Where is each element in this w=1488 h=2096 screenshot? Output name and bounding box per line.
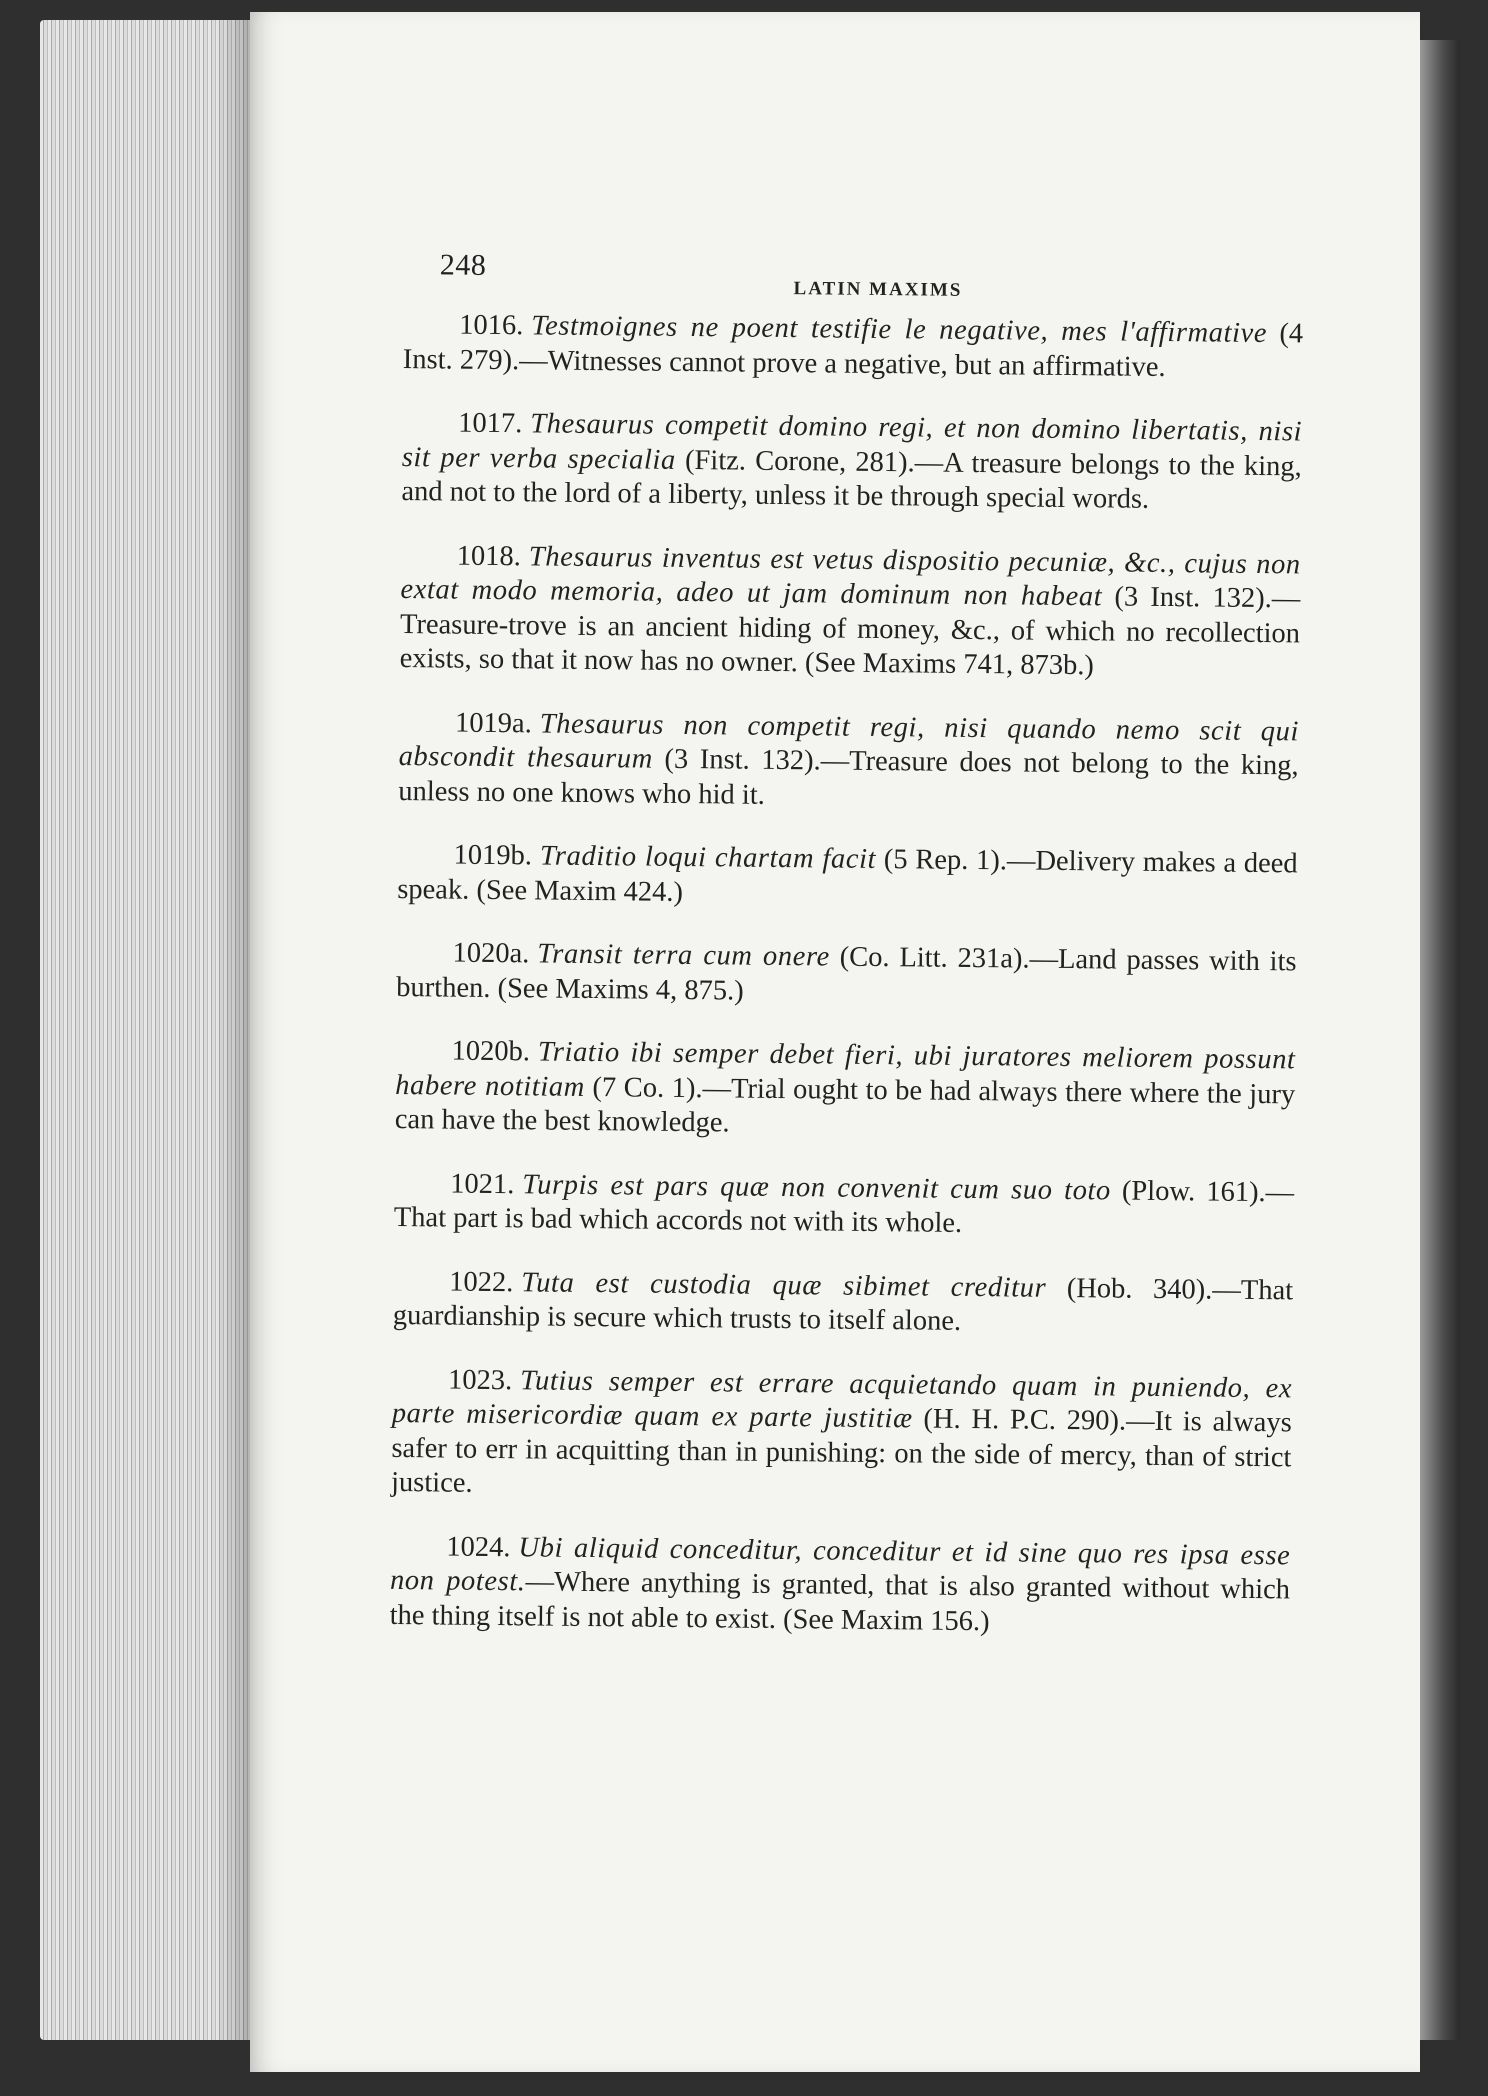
maxim-number: 1020b. <box>451 1035 531 1068</box>
maxim-translation: (Co. Litt. 231a).—Land passes with its burthen. (See Maxims 4, 875.) <box>396 941 1297 1007</box>
page-content <box>389 248 1304 1671</box>
running-head <box>403 248 1304 317</box>
maxim-number: 1017. <box>458 407 523 440</box>
maxim-translation: (Plow. 161).—That part is bad which accords not with its whole. <box>393 1174 1295 1239</box>
maxim-translation: (H. H. P.C. 290).—It is always safer to err in acquitting than in punishing: on the side of mercy, than of strict justice. <box>390 1403 1292 1499</box>
maxim-latin: Traditio loqui chartam facit <box>539 840 877 875</box>
maxim-entry <box>398 705 1299 818</box>
maxim-translation: (5 Rep. 1).—Delivery makes a deed speak. (See Maxim 424.) <box>397 843 1298 908</box>
maxim-entry <box>395 1034 1296 1147</box>
maxim-latin: Thesaurus non competit regi, nisi quando nemo scit qui abscondit thesaurum <box>398 707 1300 775</box>
maxim-translation: (Fitz. Corone, 281).—A treasure belongs to the king, and not to the lord of a liberty, unless it be through special words. <box>401 444 1302 515</box>
maxim-number: 1019b. <box>453 839 533 872</box>
maxim-latin: Transit terra cum onere <box>537 938 831 973</box>
maxim-latin: Thesaurus competit domino regi, et non domino libertatis, nisi sit per verba specialia <box>401 408 1303 476</box>
maxim-number: 1023. <box>447 1364 513 1396</box>
maxim-entry <box>401 406 1302 519</box>
maxim-number: 1020a. <box>452 937 530 970</box>
maxim-translation: (Hob. 340).—That guardianship is secure which trusts to itself alone. <box>392 1272 1294 1337</box>
maxim-latin: Thesaurus inventus est vetus dispositio pecuniæ, &c., cujus non extat modo memoria, adeo ut jam dominum non habeat <box>400 540 1301 613</box>
book-page-edges <box>40 20 255 2040</box>
maxim-number: 1021. <box>450 1168 515 1200</box>
maxim-entry <box>396 936 1297 1014</box>
maxim-translation: —Where anything is granted, that is also granted without which the thing itself is not able to exist. (See Maxim 156.) <box>389 1566 1291 1637</box>
maxim-number: 1019a. <box>454 707 532 739</box>
maxim-entry <box>400 538 1301 685</box>
maxim-latin: Testmoignes ne poent testifie le negative, mes l'affirmative <box>531 310 1268 350</box>
maxim-latin: Turpis est pars quæ non convenit cum suo toto <box>522 1168 1112 1206</box>
maxim-latin: Triatio ibi semper debet fieri, ubi juratores meliorem possunt habere notitiam <box>395 1036 1296 1103</box>
maxim-entry <box>403 308 1304 386</box>
maxim-number: 1018. <box>456 540 522 572</box>
maxim-entry <box>397 838 1298 916</box>
running-title: LATIN MAXIMS <box>793 278 963 301</box>
maxim-entry <box>393 1264 1294 1342</box>
maxim-entry <box>391 1362 1292 1509</box>
maxim-number: 1016. <box>459 309 524 342</box>
page-number: 248 <box>439 248 487 282</box>
maxim-latin: Ubi aliquid conceditur, conceditur et id sine quo res ipsa esse non potest. <box>389 1531 1291 1598</box>
maxim-entry <box>394 1166 1295 1244</box>
maxim-number: 1024. <box>446 1531 511 1563</box>
maxim-translation: (3 Inst. 132).—Treasure does not belong to the king, unless no one knows who hid it. <box>398 743 1299 811</box>
maxim-translation: (7 Co. 1).—Trial ought to be had always there where the jury can have the best knowledge. <box>394 1071 1296 1139</box>
maxim-translation: (4 Inst. 279).—Witnesses cannot prove a negative, but an affirmative. <box>402 318 1304 383</box>
maxim-translation: (3 Inst. 132).—Treasure-trove is an ancient hiding of money, &c., of which no recollection exists, so that it now has no owner. (See Maxims 741, 873b.) <box>399 581 1301 682</box>
book-spine-shadow <box>1420 40 1460 2040</box>
maxim-latin: Tuta est custodia quæ sibimet creditur <box>521 1266 1047 1304</box>
maxim-latin: Tutius semper est errare acquietando quam in puniendo, ex parte misericordiæ quam ex parte justitiæ <box>391 1364 1293 1435</box>
maxim-number: 1022. <box>449 1266 514 1298</box>
maxim-entry <box>389 1529 1290 1642</box>
